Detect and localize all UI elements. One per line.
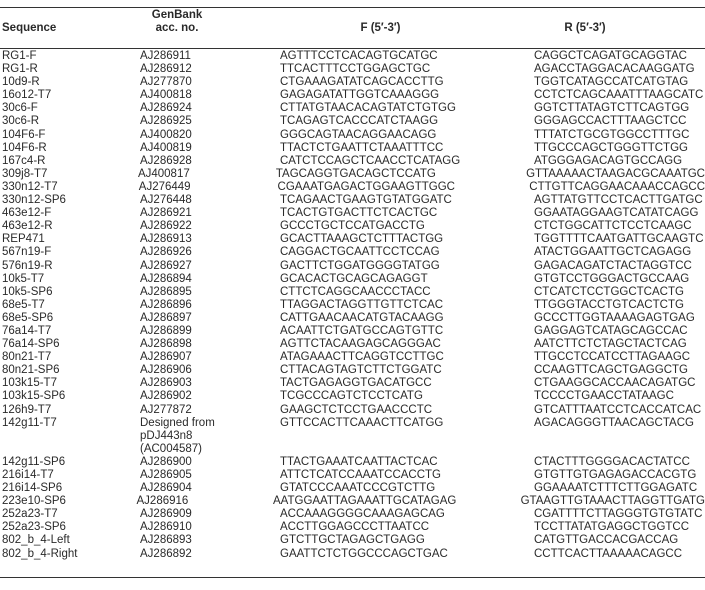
sequence-name-cell: 103k15-SP6	[2, 390, 66, 403]
table-row	[0, 338, 705, 351]
reverse-primer-cell: GGAATAGGAAGTCATATCAGG	[534, 207, 699, 220]
accession-text: AJ276449	[138, 180, 191, 193]
reverse-primer-cell: CTCTGGCATTCTCCTCAAGC	[534, 220, 692, 233]
accession-cell	[139, 181, 278, 194]
sequence-name-cell: 567n19-F	[2, 246, 52, 259]
table-row	[0, 155, 705, 168]
sequence-name-cell: 104F6-R	[2, 141, 47, 154]
sequence-name-cell: 68e5-SP6	[2, 311, 54, 324]
table-row	[0, 89, 705, 102]
accession-text: AJ286892	[140, 547, 192, 560]
accession-text: AJ400817	[137, 167, 190, 180]
accession-cell	[140, 246, 280, 259]
table-row	[0, 404, 705, 417]
forward-primer-cell: CATTGAACAACATGTACAAGG	[280, 311, 444, 324]
sequence-name-cell: 167c4-R	[2, 154, 46, 167]
accession-cell	[140, 273, 280, 286]
accession-cell	[140, 194, 280, 207]
reverse-primer-cell: CGATTTTCTTAGGGTGTGTATC	[534, 508, 703, 521]
forward-primer-cell: GTTCCACTTCAAACTTCATGG	[280, 416, 444, 429]
forward-primer-cell: TACTGAGAGGTGACATGCC	[280, 377, 432, 390]
forward-primer-cell: GACTTCTGGATGGGGTATGG	[280, 259, 440, 272]
forward-primer-cell: AGTTTCCTCACAGTGCATGC	[280, 50, 438, 62]
sequence-name-cell: 76a14-T7	[2, 324, 52, 337]
forward-primer-cell: TCACTGTGACTTCTCACTGC	[280, 207, 438, 220]
table-row	[0, 168, 705, 181]
table-row	[0, 312, 705, 325]
reverse-primer-cell: TTGGGTACCTGTCACTCTG	[534, 298, 684, 311]
table-row	[0, 390, 705, 403]
sequence-name-cell: 16o12-T7	[2, 89, 52, 102]
forward-primer-cell: GAGAGATATTGGTCAAAGGG	[280, 89, 440, 102]
reverse-primer-cell: GGAAAATCTTTCTTGGAGATC	[534, 482, 698, 495]
reverse-primer-cell: CCAAGTTCAGCTGAGGCTG	[534, 364, 688, 377]
accession-cell	[140, 417, 280, 456]
sequence-name-cell: 10d9-R	[2, 76, 40, 89]
forward-primer-cell: AGTTCTACAAGAGCAGGGAC	[280, 338, 441, 351]
accession-text: AJ286921	[140, 207, 192, 220]
sequence-name-cell: 142g11-SP6	[2, 455, 66, 468]
reverse-primer-cell: TGGTTTTCAATGATTGCAAGTC	[534, 233, 704, 246]
sequence-name-cell: 802_b_4-Right	[2, 547, 78, 560]
header-reverse-primer: R (5′-3′)	[564, 22, 606, 34]
accession-text: AJ286925	[140, 115, 192, 128]
accession-cell	[140, 286, 280, 299]
accession-text: AJ286926	[140, 246, 192, 259]
accession-cell	[140, 142, 280, 155]
table-row	[0, 273, 705, 286]
sequence-name-cell: 80n21-SP6	[2, 364, 60, 377]
forward-primer-cell: CTTACAGTAGTCTTCTGGATC	[280, 364, 442, 377]
accession-text: AJ286916	[136, 495, 189, 508]
sequence-name-cell: 802_b_4-Left	[2, 534, 70, 547]
sequence-name-cell: 76a14-SP6	[2, 338, 60, 351]
accession-text: AJ400820	[140, 128, 192, 141]
reverse-primer-cell: AGACCTAGGACACAAGGATG	[534, 63, 695, 76]
table-row	[0, 246, 705, 259]
reverse-primer-cell: CTACTTTGGGGACACTATCC	[534, 455, 690, 468]
reverse-primer-cell: TTTATCTGCGTGGCCTTTGC	[534, 128, 690, 141]
sequence-name-cell: 330n12-SP6	[2, 194, 66, 207]
accession-text: AJ277872	[140, 403, 192, 416]
accession-cell	[140, 89, 280, 102]
accession-cell	[140, 404, 280, 417]
reverse-primer-cell: GTGTCCTGGGACTGCCAAG	[534, 272, 690, 285]
reverse-primer-cell: TTGCCCAGCTGGGTTCTGG	[534, 141, 688, 154]
forward-primer-cell: ACAATTCTGATGCCAGTGTTC	[280, 324, 444, 337]
header-rule	[0, 48, 705, 49]
accession-cell	[140, 50, 280, 63]
forward-primer-cell: GAATTCTCTGGCCCAGCTGAC	[280, 547, 448, 560]
forward-primer-cell: GTATCCCAAATCCCGTCTTG	[280, 482, 436, 495]
accession-cell	[140, 390, 280, 403]
reverse-primer-cell: CTGAAGGCACCAACAGATGC	[534, 377, 696, 390]
table-row	[0, 233, 705, 246]
forward-primer-cell: TTAGGACTAGGTTGTTCTCAC	[280, 298, 444, 311]
accession-text: AJ286900	[140, 455, 192, 468]
sequence-name-cell: 330n12-T7	[2, 180, 58, 193]
sequence-name-cell: 463e12-R	[2, 220, 53, 233]
table-row	[0, 377, 705, 390]
header-sequence: Sequence	[2, 22, 57, 34]
accession-text: AJ286898	[140, 338, 192, 351]
table-top-rule	[0, 7, 705, 8]
accession-text: AJ286911	[140, 50, 191, 62]
accession-cell	[140, 260, 280, 273]
accession-text: AJ286894	[140, 272, 192, 285]
forward-primer-cell: GGGCAGTAACAGGAACAGG	[280, 128, 437, 141]
accession-cell	[140, 338, 280, 351]
table-row	[0, 194, 705, 207]
accession-cell	[140, 364, 280, 377]
accession-text: AJ286893	[140, 534, 192, 547]
table-row	[0, 115, 705, 128]
sequence-name-cell: 10k5-T7	[2, 272, 45, 285]
forward-primer-cell: TCAGAACTGAAGTGTATGGATC	[280, 194, 452, 207]
accession-cell	[140, 325, 280, 338]
table-row	[0, 469, 705, 482]
forward-primer-cell: CTTATGTAACACAGTATCTGTGG	[280, 102, 456, 115]
accession-cell	[140, 351, 280, 364]
forward-primer-cell: GCACTTAAAGCTCTTTACTGG	[280, 233, 444, 246]
forward-primer-cell: AATGGAATTAGAAATTGCATAGAG	[272, 495, 457, 508]
forward-primer-cell: CTGAAAGATATCAGCACCTTG	[280, 76, 444, 89]
table-row	[0, 129, 705, 142]
accession-text: AJ286913	[140, 233, 192, 246]
table-row	[0, 63, 705, 76]
accession-text: AJ286907	[140, 351, 192, 364]
table-row	[0, 102, 705, 115]
table-row	[0, 521, 705, 534]
sequence-name-cell: 30c6-R	[2, 115, 40, 128]
sequence-name-cell: 309j8-T7	[2, 167, 48, 180]
accession-cell	[140, 508, 280, 521]
reverse-primer-cell: ATACTGGAATTGCTCAGAGG	[534, 246, 692, 259]
accession-text: AJ286905	[140, 469, 192, 481]
accession-cell	[140, 534, 280, 547]
table-row	[0, 76, 705, 89]
reverse-primer-cell: GGTCTTATAGTCTTCAGTGG	[534, 102, 690, 115]
accession-cell	[140, 129, 280, 142]
reverse-primer-cell: CCTCTCAGCAAATTTAAGCATC	[534, 89, 704, 102]
accession-text: Designed from	[140, 416, 215, 429]
accession-cell	[140, 456, 280, 469]
accession-text: AJ286903	[140, 377, 192, 390]
reverse-primer-cell: GTAAGTTGTAAACTTAGGTTGATG	[520, 495, 705, 508]
accession-cell	[140, 312, 280, 325]
reverse-primer-cell: GTTAAAAACTAAGACGCAAATGC	[526, 167, 705, 180]
table-row	[0, 351, 705, 364]
forward-primer-cell: TAGCAGGTGACAGCTCCATG	[275, 167, 436, 180]
sequence-name-cell: REP471	[2, 233, 45, 246]
forward-primer-cell: ACCTTGGAGCCCTTAATCC	[280, 521, 430, 534]
table-row	[0, 508, 705, 521]
accession-cell	[140, 521, 280, 534]
table-row	[0, 299, 705, 312]
sequence-name-cell: 252a23-T7	[2, 508, 58, 521]
table-row	[0, 495, 705, 508]
forward-primer-cell: ACCAAAGGGGCAAAGAGCAG	[280, 508, 445, 521]
accession-cell	[138, 168, 276, 181]
accession-cell	[140, 63, 280, 76]
table-row	[0, 142, 705, 155]
table-row	[0, 260, 705, 273]
forward-primer-cell: ATTCTCATCCAAATCCACCTG	[280, 469, 441, 481]
header-accession: acc. no.	[155, 22, 199, 34]
accession-cell	[140, 299, 280, 312]
accession-cell	[140, 233, 280, 246]
accession-cell	[140, 102, 280, 115]
accession-text: AJ286924	[140, 102, 192, 115]
forward-primer-cell: CATCTCCAGCTCAACCTCATAGG	[280, 154, 461, 167]
reverse-primer-cell: TGGTCATAGCCATCATGTAG	[534, 76, 689, 89]
reverse-primer-cell: AGTTATGTTCCTCACTTGATGC	[534, 194, 703, 207]
forward-primer-cell: CGAAATGAGACTGGAAGTTGGC	[277, 180, 455, 193]
accession-text: AJ286912	[140, 63, 192, 76]
reverse-primer-cell: AATCTTCTCTAGCTACTCAG	[534, 338, 687, 351]
table-row	[0, 286, 705, 299]
sequence-name-cell: RG1-R	[2, 63, 38, 76]
table-row	[0, 220, 705, 233]
accession-text: AJ286927	[140, 259, 192, 272]
reverse-primer-cell: CAGGCTCAGATGCAGGTAC	[534, 50, 687, 62]
table-row	[0, 181, 705, 194]
accession-cell	[140, 482, 280, 495]
reverse-primer-cell: GAGGAGTCATAGCAGCCAC	[534, 324, 688, 337]
reverse-primer-cell: TCCTTATATGAGGCTGGTCC	[534, 521, 690, 534]
sequence-name-cell: RG1-F	[2, 50, 37, 62]
accession-cell	[140, 377, 280, 390]
reverse-primer-cell: GCCCTTGGTAAAAGAGTGAG	[534, 311, 695, 324]
accession-cell	[140, 548, 280, 561]
accession-cell	[140, 115, 280, 128]
primer-table-body	[0, 50, 705, 561]
forward-primer-cell: TTCACTTTCCTGGAGCTGC	[280, 63, 431, 76]
accession-text: pDJ443n8	[140, 429, 193, 442]
sequence-name-cell: 68e5-T7	[2, 298, 45, 311]
forward-primer-cell: CTTCTCAGGCAACCCTACC	[280, 285, 431, 298]
accession-text: AJ286902	[140, 390, 192, 403]
table-row	[0, 50, 705, 63]
accession-cell	[140, 220, 280, 233]
accession-text: AJ286899	[140, 324, 192, 337]
accession-text: AJ286896	[140, 298, 192, 311]
accession-text: (AC004587)	[140, 442, 203, 455]
forward-primer-cell: TCAGAGTCACCCATCTAAGG	[280, 115, 439, 128]
forward-primer-cell: TCGCCCAGTCTCCTCATG	[280, 390, 423, 403]
sequence-name-cell: 126h9-T7	[2, 403, 52, 416]
accession-text: AJ286909	[140, 508, 192, 521]
sequence-name-cell: 80n21-T7	[2, 351, 52, 364]
forward-primer-cell: GCACACTGCAGCAGAGGT	[280, 272, 428, 285]
table-row	[0, 548, 705, 561]
accession-text: AJ286910	[140, 521, 192, 534]
table-row	[0, 207, 705, 220]
reverse-primer-cell: TCCCCTGAACCTATAAGC	[534, 390, 674, 403]
reverse-primer-cell: TTGCCTCCATCCTTAGAAGC	[534, 351, 691, 364]
reverse-primer-cell: ATGGGAGACAGTGCCAGG	[534, 154, 683, 167]
reverse-primer-cell: AGACAGGGTTAACAGCTACG	[534, 416, 694, 429]
forward-primer-cell: TTACTCTGAATTCTAAATTTCC	[280, 141, 444, 154]
forward-primer-cell: GCCCTGCTCCATGACCTG	[280, 220, 425, 233]
sequence-name-cell: 142g11-T7	[2, 416, 57, 429]
accession-text: AJ277870	[140, 76, 192, 89]
table-row	[0, 482, 705, 495]
accession-text: AJ400819	[140, 141, 192, 154]
sequence-name-cell: 10k5-SP6	[2, 285, 53, 298]
reverse-primer-cell: CCTTCACTTAAAAACAGCC	[534, 547, 683, 560]
table-row	[0, 364, 705, 377]
accession-text: AJ286904	[140, 482, 192, 495]
sequence-name-cell: 103k15-T7	[2, 377, 57, 390]
sequence-name-cell: 223e10-SP6	[2, 495, 66, 508]
accession-text: AJ286897	[140, 311, 192, 324]
sequence-name-cell: 576n19-R	[2, 259, 53, 272]
accession-cell	[137, 495, 273, 508]
sequence-name-cell: 30c6-F	[2, 102, 38, 115]
forward-primer-cell: CAGGACTGCAATTCCTCCAG	[280, 246, 440, 259]
reverse-primer-cell: CATGTTGACCACGACCAG	[534, 534, 679, 547]
sequence-name-cell: 104F6-F	[2, 128, 46, 141]
table-bottom-rule	[0, 577, 705, 578]
accession-text: AJ286922	[140, 220, 192, 233]
reverse-primer-cell: GAGACAGATCTACTAGGTCC	[534, 259, 692, 272]
table-row	[0, 417, 705, 456]
table-row	[0, 534, 705, 547]
accession-cell	[140, 469, 280, 482]
forward-primer-cell: ATAGAAACTTCAGGTCCTTGC	[280, 351, 444, 364]
sequence-name-cell: 463e12-F	[2, 207, 52, 220]
reverse-primer-cell: GGGAGCCACTTTAAGCTCC	[534, 115, 687, 128]
reverse-primer-cell: GTCATTTAATCCTCACCATCAC	[534, 403, 702, 416]
forward-primer-cell: TTACTGAAATCAATTACTCAC	[280, 455, 438, 468]
table-row	[0, 456, 705, 469]
accession-cell	[140, 155, 280, 168]
accession-text: AJ400818	[140, 89, 192, 102]
sequence-name-cell: 216i14-SP6	[2, 482, 63, 495]
sequence-name-cell: 252a23-SP6	[2, 521, 66, 534]
accession-text: AJ276448	[140, 194, 192, 207]
forward-primer-cell: GTCTTGCTAGAGCTGAGG	[280, 534, 425, 547]
reverse-primer-cell: GTGTTGTGAGAGACCACGTG	[534, 469, 697, 481]
header-genbank: GenBank	[151, 9, 203, 21]
reverse-primer-cell: CTCATCTCCTGGCTCACTG	[534, 285, 684, 298]
table-row	[0, 325, 705, 338]
reverse-primer-cell: CTTGTTCAGGAACAAACCAGCC	[529, 180, 705, 193]
accession-text: AJ286906	[140, 364, 192, 377]
accession-cell	[140, 76, 280, 89]
accession-text: AJ286895	[140, 285, 192, 298]
accession-cell	[140, 207, 280, 220]
accession-text: AJ286928	[140, 154, 192, 167]
sequence-name-cell: 216i14-T7	[2, 469, 54, 481]
forward-primer-cell: GAAGCTCTCCTGAACCCTC	[280, 403, 433, 416]
header-forward-primer: F (5′-3′)	[360, 22, 401, 34]
